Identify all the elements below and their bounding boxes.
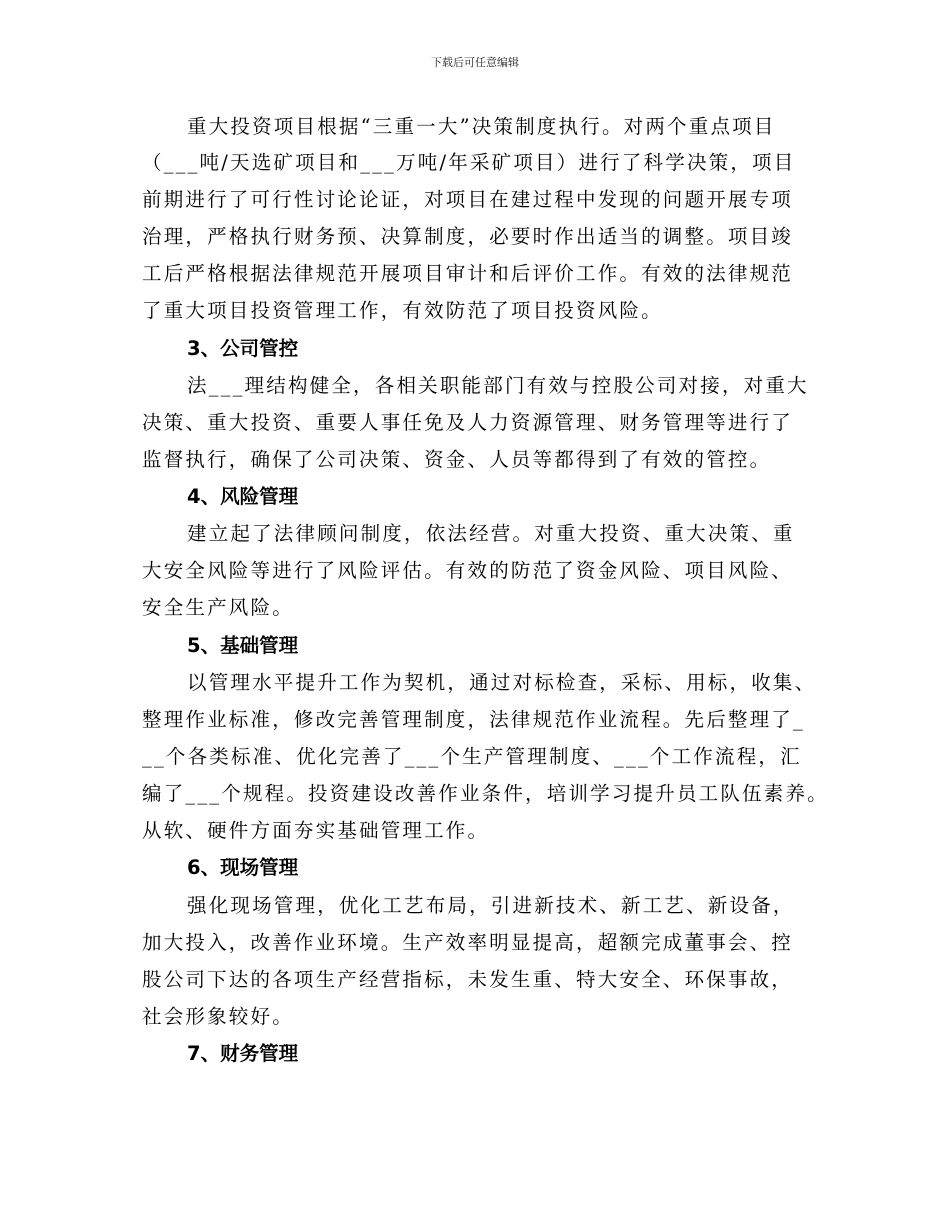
paragraph-line: 安全生产风险。: [142, 596, 294, 619]
paragraph-line: 治理，严格执行财务预、决算制度，必要时作出适当的调整。项目竣: [142, 225, 794, 248]
paragraph-line: 编了___个规程。投资建设改善作业条件，培训学习提升员工队伍素养。: [142, 782, 829, 805]
paragraph-line: 建立起了法律顾问制度，依法经营。对重大投资、重大决策、重: [187, 522, 795, 545]
paragraph-line: 了重大项目投资管理工作，有效防范了项目投资风险。: [142, 299, 663, 322]
paragraph-line: 大安全风险等进行了风险评估。有效的防范了资金风险、项目风险、: [142, 559, 794, 582]
paragraph-line: 股公司下达的各项生产经营指标，未发生重、特大安全、环保事故，: [142, 968, 794, 991]
paragraph-line: 从软、硬件方面夯实基础管理工作。: [142, 819, 490, 842]
paragraph-line: 工后严格根据法律规范开展项目审计和后评价工作。有效的法律规范: [142, 262, 794, 285]
paragraph-line: 以管理水平提升工作为契机，通过对标检查，采标、用标，收集、: [187, 671, 817, 694]
paragraph-line: __个各类标准、优化完善了___个生产管理制度、___个工作流程，汇: [142, 745, 802, 768]
paragraph-line: 重大投资项目根据“三重一大”决策制度执行。对两个重点项目: [187, 115, 776, 138]
paragraph-line: （___吨/天选矿项目和___万吨/年采矿项目）进行了科学决策，项目: [142, 151, 796, 174]
section-heading: 6、现场管理: [187, 856, 299, 879]
paragraph-line: 整理作业标准，修改完善管理制度，法律规范作业流程。先后整理了_: [142, 708, 805, 731]
section-heading: 5、基础管理: [187, 634, 299, 657]
paragraph-line: 前期进行了可行性讨论论证，对项目在建过程中发现的问题开展专项: [142, 188, 794, 211]
paragraph-line: 监督执行，确保了公司决策、资金、人员等都得到了有效的管控。: [142, 448, 772, 471]
page-header: 下载后可任意编辑: [431, 56, 519, 69]
paragraph-line: 加大投入，改善作业环境。生产效率明显提高，超额完成董事会、控: [142, 931, 794, 954]
section-heading: 4、风险管理: [187, 485, 299, 508]
paragraph-line: 社会形象较好。: [142, 1005, 294, 1028]
paragraph-line: 强化现场管理，优化工艺布局，引进新技术、新工艺、新设备，: [187, 894, 795, 917]
paragraph-line: 法___理结构健全，各相关职能部门有效与控股公司对接，对重大: [187, 374, 809, 397]
paragraph-line: 决策、重大投资、重要人事任免及人力资源管理、财务管理等进行了: [142, 411, 794, 434]
section-heading: 3、公司管控: [187, 337, 299, 360]
section-heading: 7、财务管理: [187, 1042, 299, 1065]
